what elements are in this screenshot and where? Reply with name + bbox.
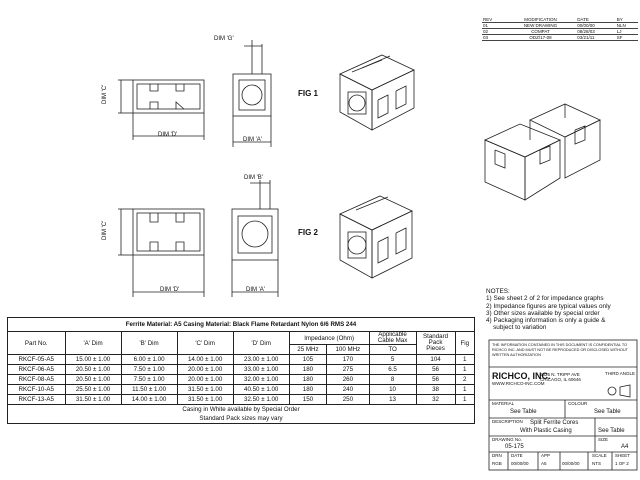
spec-cell: 32.50 ± 1.00 — [233, 395, 289, 405]
description-value-2: With Plastic Casing — [520, 428, 572, 434]
spec-cell: 14.00 ± 1.00 — [121, 395, 177, 405]
spec-cell: 10 — [369, 385, 416, 395]
exploded-isometric — [485, 104, 600, 200]
app-label: APP — [541, 453, 551, 458]
dim-d-label: DIM 'D' — [158, 132, 178, 138]
spec-table-body — [8, 355, 475, 405]
fig2-isometric — [340, 196, 412, 278]
spec-cell: 56 — [416, 365, 455, 375]
spec-cell: 104 — [416, 355, 455, 365]
dim-c-label: DIM 'C' — [102, 84, 108, 104]
description-value: Split Ferrite Cores — [530, 420, 579, 426]
notes-title: NOTES: — [486, 288, 510, 295]
drn-value: RGB — [492, 461, 502, 466]
fig-header: Fig — [455, 332, 474, 355]
spec-cell: 250 — [327, 395, 369, 405]
spec-cell: 6.5 — [369, 365, 416, 375]
spec-header-row — [8, 332, 475, 345]
drawing-no: 05-175 — [505, 444, 524, 450]
company-name: RICHCO, INC. — [492, 371, 551, 381]
spec-cell: 23.00 ± 1.00 — [233, 355, 289, 365]
spec-cell: RKCF-05-A5 — [8, 355, 66, 365]
note-item: 2) Impedance figures are typical values only — [486, 302, 611, 310]
fig1-side-view — [118, 80, 204, 140]
spec-cell: 31.50 ± 1.00 — [177, 395, 233, 405]
spec-cell: 25.50 ± 1.00 — [65, 385, 121, 395]
note-item: 3) Other sizes available by special order — [486, 309, 600, 317]
scale-value: NTS — [592, 461, 601, 466]
modification-cell: ODZ/17-08 — [505, 35, 576, 41]
spec-cell: 13 — [369, 395, 416, 405]
spec-cell: 32 — [416, 395, 455, 405]
material-value: See Table — [510, 409, 537, 415]
disclaimer-text: THE INFORMATION CONTAINED IN THIS DOCUMENT IS CONFIDENTIAL TO RICHCO INC. AND MUST NOT BE REPRODUCED OR DISCLOSED WITHOUT WRITTEN AUTHORIZATION — [492, 343, 628, 357]
size-value: A4 — [621, 444, 629, 450]
footnote-white-casing: Casing in White available by Special Order — [8, 405, 475, 415]
modification-cell: NEW DRAWING — [505, 23, 576, 29]
spec-cell: 11.50 ± 1.00 — [121, 385, 177, 395]
dim-b-label: DIM 'B' — [244, 175, 263, 181]
rev-header: REV — [482, 17, 505, 23]
cable-header: Applicable Cable Max — [369, 332, 416, 345]
b-dim-header: 'B' Dim — [121, 332, 177, 355]
spec-cell: 2 — [455, 375, 474, 385]
spec-cell: RKCF-10-A5 — [8, 385, 66, 395]
part-no-header: Part No. — [8, 332, 66, 355]
third-angle-label: THIRD ANGLE — [605, 371, 636, 376]
spec-cell: RKCF-13-A5 — [8, 395, 66, 405]
spec-cell: 1 — [455, 365, 474, 375]
by-cell: NLN — [616, 23, 638, 29]
rev-cell: 02 — [482, 29, 505, 35]
fig1-isometric — [340, 55, 414, 130]
spec-cell: 20.00 ± 1.00 — [177, 365, 233, 375]
fig2-label: FIG 2 — [298, 228, 319, 237]
spec-cell: 105 — [289, 355, 326, 365]
date-cell: 08/28/03 — [576, 29, 615, 35]
dim-c-label-fig2: DIM 'C' — [102, 220, 108, 240]
spec-cell: 38 — [416, 385, 455, 395]
dim-d-label-fig2: DIM 'D' — [160, 287, 180, 293]
app-value: A5 — [541, 461, 547, 466]
by-cell: LJ — [616, 29, 638, 35]
spec-cell: 275 — [327, 365, 369, 375]
dim-a-label-fig2: DIM 'A' — [246, 287, 265, 293]
a-dim-header: 'A' Dim — [65, 332, 121, 355]
spec-cell: 150 — [289, 395, 326, 405]
spec-cell: 14.00 ± 1.00 — [177, 355, 233, 365]
note-item: subject to variation — [486, 324, 547, 332]
pack-header: Standard Pack Pieces — [416, 332, 455, 355]
by-header: BY — [616, 17, 638, 23]
spec-cell: 8 — [369, 375, 416, 385]
fig2-end-view — [232, 180, 278, 297]
spec-cell: 1 — [455, 355, 474, 365]
date-cell: 03/21/11 — [576, 35, 615, 41]
spec-row — [8, 365, 475, 375]
date-header: DATE — [576, 17, 615, 23]
spec-table-title: Ferrite Material: A5 Casing Material: Black Flame Retardant Nylon 6/6 RMS 244 — [8, 318, 475, 332]
colour-label: COLOUR — [568, 401, 588, 406]
rev-cell: 01 — [482, 23, 505, 29]
spec-cell: 1 — [455, 395, 474, 405]
fig1-end-view — [233, 40, 271, 147]
spec-row — [8, 355, 475, 365]
spec-cell: 170 — [327, 355, 369, 365]
spec-cell: 180 — [289, 385, 326, 395]
spec-row — [8, 395, 475, 405]
spec-footnote-row — [8, 414, 475, 424]
modification-cell: COMPAT — [505, 29, 576, 35]
note-item: 4) Packaging information is only a guide & — [486, 317, 606, 325]
description-label: DESCRIPTION — [492, 419, 523, 424]
date-value: 00/00/00 — [511, 461, 529, 466]
spec-cell: 33.00 ± 1.00 — [233, 365, 289, 375]
app-date-value: 00/00/00 — [562, 461, 580, 466]
spec-table — [7, 317, 475, 424]
footnote-standard-pack: Standard Pack sizes may vary — [8, 414, 475, 424]
imp-100-header: 100 MHz — [327, 345, 369, 355]
spec-cell: 1 — [455, 385, 474, 395]
spec-row — [8, 385, 475, 395]
spec-row — [8, 375, 475, 385]
rev-cell: 03 — [482, 35, 505, 41]
dim-a-label: DIM 'A' — [243, 137, 262, 143]
notes-block — [486, 288, 611, 332]
spec-cell: 6.00 ± 1.00 — [121, 355, 177, 365]
spec-cell: 20.00 ± 1.00 — [177, 375, 233, 385]
spec-cell: 20.50 ± 1.00 — [65, 375, 121, 385]
spec-table-title-row — [8, 318, 475, 332]
third-angle-symbol — [608, 387, 616, 395]
scale-label: SCALE — [592, 453, 607, 458]
company-website: WWW.RICHCO-INC.COM — [492, 381, 545, 386]
spec-cell: 7.50 ± 1.00 — [121, 365, 177, 375]
spec-cell: 40.50 ± 1.00 — [233, 385, 289, 395]
sheet-label: SHEET — [615, 453, 631, 458]
spec-cell: 31.50 ± 1.00 — [65, 395, 121, 405]
cable-sub-header: TO — [369, 345, 416, 355]
spec-cell: 180 — [289, 375, 326, 385]
material-label: MATERIAL — [492, 401, 515, 406]
spec-cell: 5 — [369, 355, 416, 365]
spec-cell: 20.50 ± 1.00 — [65, 365, 121, 375]
c-dim-header: 'C' Dim — [177, 332, 233, 355]
spec-cell: RKCF-06-A5 — [8, 365, 66, 375]
spec-footnote-row — [8, 405, 475, 415]
imp-25-header: 25 MHz — [289, 345, 326, 355]
spec-cell: RKCF-08-A5 — [8, 375, 66, 385]
impedance-header: Impedance (Ohm) — [289, 332, 369, 345]
spec-cell: 240 — [327, 385, 369, 395]
company-address: 5825 N. TRIPP AVE CHICAGO, IL 60646 — [540, 372, 581, 382]
spec-cell: 32.00 ± 1.00 — [233, 375, 289, 385]
date-cell: 00/00/00 — [576, 23, 615, 29]
drn-label: DRN — [492, 453, 502, 458]
scale-note: See Table — [598, 428, 625, 434]
modification-header: MODIFICATION — [505, 17, 576, 23]
spec-cell: 7.50 ± 1.00 — [121, 375, 177, 385]
sheet-value: 1 OF 2 — [615, 461, 629, 466]
spec-cell: 15.00 ± 1.00 — [65, 355, 121, 365]
size-label: SIZE — [598, 437, 609, 442]
spec-cell: 260 — [327, 375, 369, 385]
spec-cell: 31.50 ± 1.00 — [177, 385, 233, 395]
dim-g-label: DIM 'G' — [214, 36, 234, 42]
colour-value: See Table — [594, 409, 621, 415]
spec-cell: 56 — [416, 375, 455, 385]
date-label: DATE — [511, 453, 523, 458]
drawing-no-label: DRAWING No. — [492, 437, 522, 442]
by-cell: SF — [616, 35, 638, 41]
fig2-side-view — [118, 209, 204, 297]
d-dim-header: 'D' Dim — [233, 332, 289, 355]
note-item: 1) See sheet 2 of 2 for impedance graphs — [486, 295, 604, 303]
spec-cell: 180 — [289, 365, 326, 375]
fig1-label: FIG 1 — [298, 89, 319, 98]
